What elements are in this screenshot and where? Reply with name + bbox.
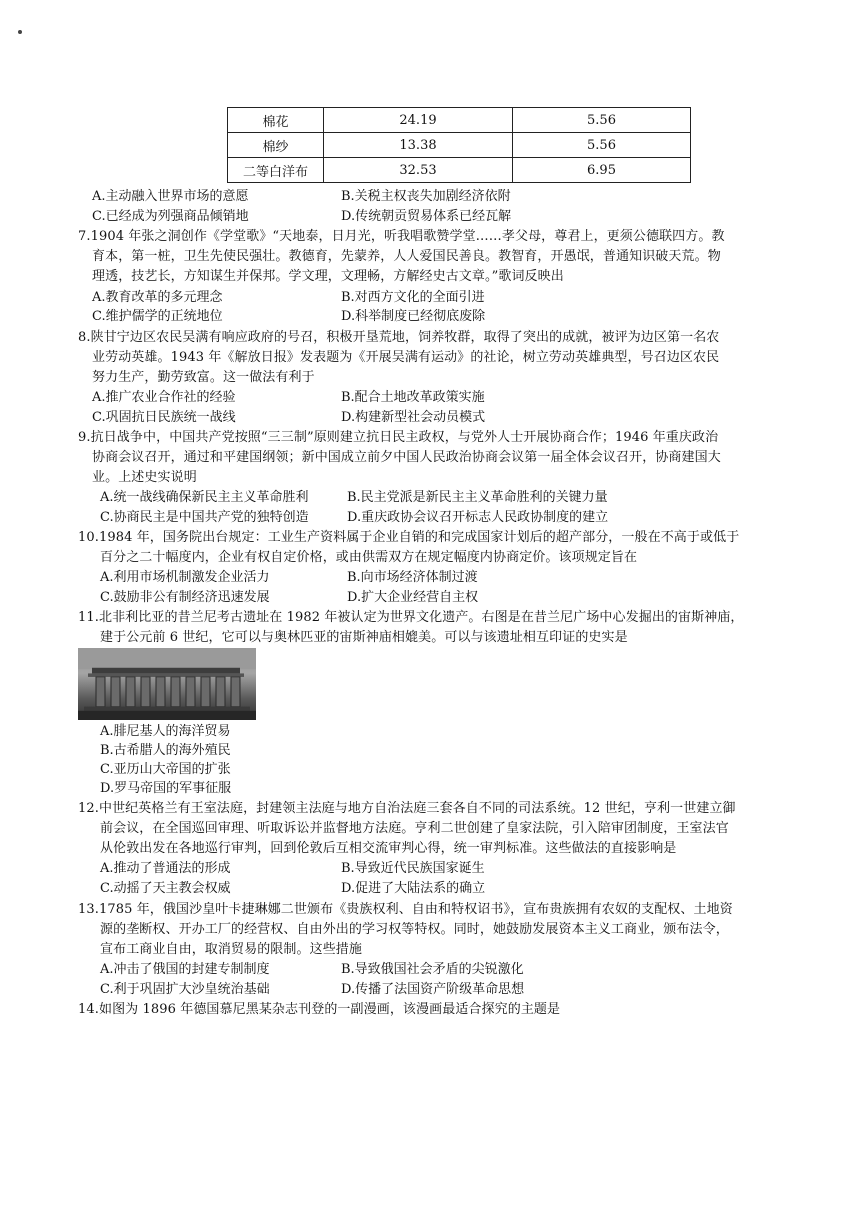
q11-option-b: B.古希腊人的海外殖民 [100, 743, 231, 758]
q8-option-b: B.配合土地改革政策实施 [341, 390, 485, 405]
q12-stem-line: 前会议，在全国巡回审理、听取诉讼并监督地方法庭。亨利二世创建了皇家法院，引入陪审团制度，王室法官 [100, 821, 729, 836]
q9-option-b: B.民主党派是新民主主义革命胜利的关键力量 [347, 490, 608, 505]
q11-option-a: A.腓尼基人的海洋贸易 [100, 724, 231, 739]
table-cell: 6.95 [513, 158, 691, 183]
q7-stem-line: 理透，技艺长，方知谋生并保邦。学文理，文理畅，方解经史古文章。”歌词反映出 [92, 269, 564, 284]
q12-option-d: D.促进了大陆法系的确立 [341, 881, 486, 896]
q8-option-a: A.推广农业合作社的经验 [92, 390, 236, 405]
q12-option-b: B.导致近代民族国家诞生 [341, 861, 485, 876]
q13-stem-line: 源的垄断权、开办工厂的经营权、自由外出的学习权等特权。同时，她鼓励发展资本主义工商业，颁布法令， [100, 922, 729, 937]
table-row [228, 133, 691, 158]
q13-option-d: D.传播了法国资产阶级革命思想 [341, 982, 525, 997]
table-cell: 棉纱 [228, 133, 324, 158]
q8-option-c: C.巩固抗日民族统一战线 [92, 410, 236, 425]
q6-option-d: D.传统朝贡贸易体系已经瓦解 [341, 209, 512, 224]
q11-stem-line: 建于公元前 6 世纪，它可以与奥林匹亚的宙斯神庙相媲美。可以与该遗址相互印证的史实是 [100, 630, 628, 645]
table-cell: 5.56 [513, 133, 691, 158]
q9-option-d: D.重庆政协会议召开标志人民政协制度的建立 [347, 510, 609, 525]
q14-stem-line: 14.如图为 1896 年德国慕尼黑某杂志刊登的一副漫画，该漫画最适合探究的主题是 [78, 1002, 561, 1017]
table-cell: 5.56 [513, 108, 691, 133]
q13-option-c: C.利于巩固扩大沙皇统治基础 [100, 982, 270, 997]
q10-option-b: B.向市场经济体制过渡 [347, 570, 478, 585]
q6-option-a: A.主动融入世界市场的意愿 [92, 189, 249, 204]
q13-stem-line: 13.1785 年，俄国沙皇叶卡捷琳娜二世颁布《贵族权利、自由和特权诏书》，宣布贵族拥有农奴的支配权、土地资 [78, 902, 733, 917]
q7-option-b: B.对西方文化的全面引进 [341, 290, 485, 305]
temple-ruins-icon [78, 648, 256, 720]
q9-stem-line: 业。上述史实说明 [92, 470, 197, 485]
q10-option-d: D.扩大企业经营自主权 [347, 590, 479, 605]
q9-stem-line: 9.抗日战争中，中国共产党按照“三三制”原则建立抗日民主政权，与党外人士开展协商合作；1946 年重庆政治 [78, 430, 719, 445]
q9-option-a: A.统一战线确保新民主主义革命胜利 [100, 490, 309, 505]
q13-stem-line: 宣布工商业自由，取消贸易的限制。这些措施 [100, 942, 363, 957]
q8-stem-line: 努力生产，勤劳致富。这一做法有利于 [92, 370, 315, 385]
table-row [228, 158, 691, 183]
q8-stem-line: 8.陕甘宁边区农民吴满有响应政府的号召，积极开垦荒地，饲养牧群，取得了突出的成就，被评为边区第一名农 [78, 330, 720, 345]
q12-stem-line: 从伦敦出发在各地巡行审判，回到伦敦后互相交流审判心得，统一审判标准。这些做法的直接影响是 [100, 841, 677, 856]
q6-option-b: B.关税主权丧失加剧经济依附 [341, 189, 511, 204]
q12-option-c: C.动摇了天主教会权威 [100, 881, 231, 896]
q10-option-a: A.利用市场机制激发企业活力 [100, 570, 270, 585]
q8-option-d: D.构建新型社会动员模式 [341, 410, 486, 425]
q12-option-a: A.推动了普通法的形成 [100, 861, 231, 876]
q7-option-c: C.维护儒学的正统地位 [92, 309, 223, 324]
q11-option-c: C.亚历山大帝国的扩张 [100, 762, 231, 777]
table-cell: 二等白洋布 [228, 158, 324, 183]
q10-option-c: C.鼓励非公有制经济迅速发展 [100, 590, 270, 605]
scan-dot [18, 30, 22, 34]
price-table [227, 107, 691, 183]
q7-stem-line: 育本，第一桩，卫生先使民强壮。教德育，先蒙养，人人爱国民善良。教智育，开愚氓，普通知识破天荒。物 [92, 249, 721, 264]
q13-option-a: A.冲击了俄国的封建专制制度 [100, 962, 270, 977]
q7-stem-line: 7.1904 年张之洞创作《学堂歌》“天地泰，日月光，听我唱歌赞学堂……孝父母，尊君上，更须公德联四方。教 [78, 229, 725, 244]
q12-stem-line: 12.中世纪英格兰有王室法庭，封建领主法庭与地方自治法庭三套各自不同的司法系统。12 世纪，亨利一世建立御 [78, 801, 736, 816]
q9-stem-line: 协商会议召开，通过和平建国纲领；新中国成立前夕中国人民政治协商会议第一届全体会议召开，协商建国大 [92, 450, 721, 465]
q10-stem-line: 10.1984 年，国务院出台规定：工业生产资料属于企业自销的和完成国家计划后的超产部分，一般在不高于或低于 [78, 530, 740, 545]
table-cell: 32.53 [324, 158, 513, 183]
temple-of-zeus-photo [78, 648, 256, 720]
q11-stem-line: 11.北非利比亚的昔兰尼考古遗址在 1982 年被认定为世界文化遗产。右图是在昔兰尼广场中心发掘出的宙斯神庙， [78, 610, 744, 625]
table-row [228, 108, 691, 133]
q11-option-d: D.罗马帝国的军事征服 [100, 781, 232, 796]
q8-stem-line: 业劳动英雄。1943 年《解放日报》发表题为《开展吴满有运动》的社论，树立劳动英雄典型，号召边区农民 [92, 350, 720, 365]
q7-option-d: D.科举制度已经彻底废除 [341, 309, 486, 324]
q9-option-c: C.协商民主是中国共产党的独特创造 [100, 510, 309, 525]
q10-stem-line: 百分之二十幅度内，企业有权自定价格，或由供需双方在规定幅度内协商定价。该项规定旨在 [100, 550, 638, 565]
q7-option-a: A.教育改革的多元理念 [92, 290, 223, 305]
table-cell: 24.19 [324, 108, 513, 133]
q13-option-b: B.导致俄国社会矛盾的尖锐激化 [341, 962, 524, 977]
table-cell: 13.38 [324, 133, 513, 158]
table-cell: 棉花 [228, 108, 324, 133]
q6-option-c: C.已经成为列强商品倾销地 [92, 209, 249, 224]
